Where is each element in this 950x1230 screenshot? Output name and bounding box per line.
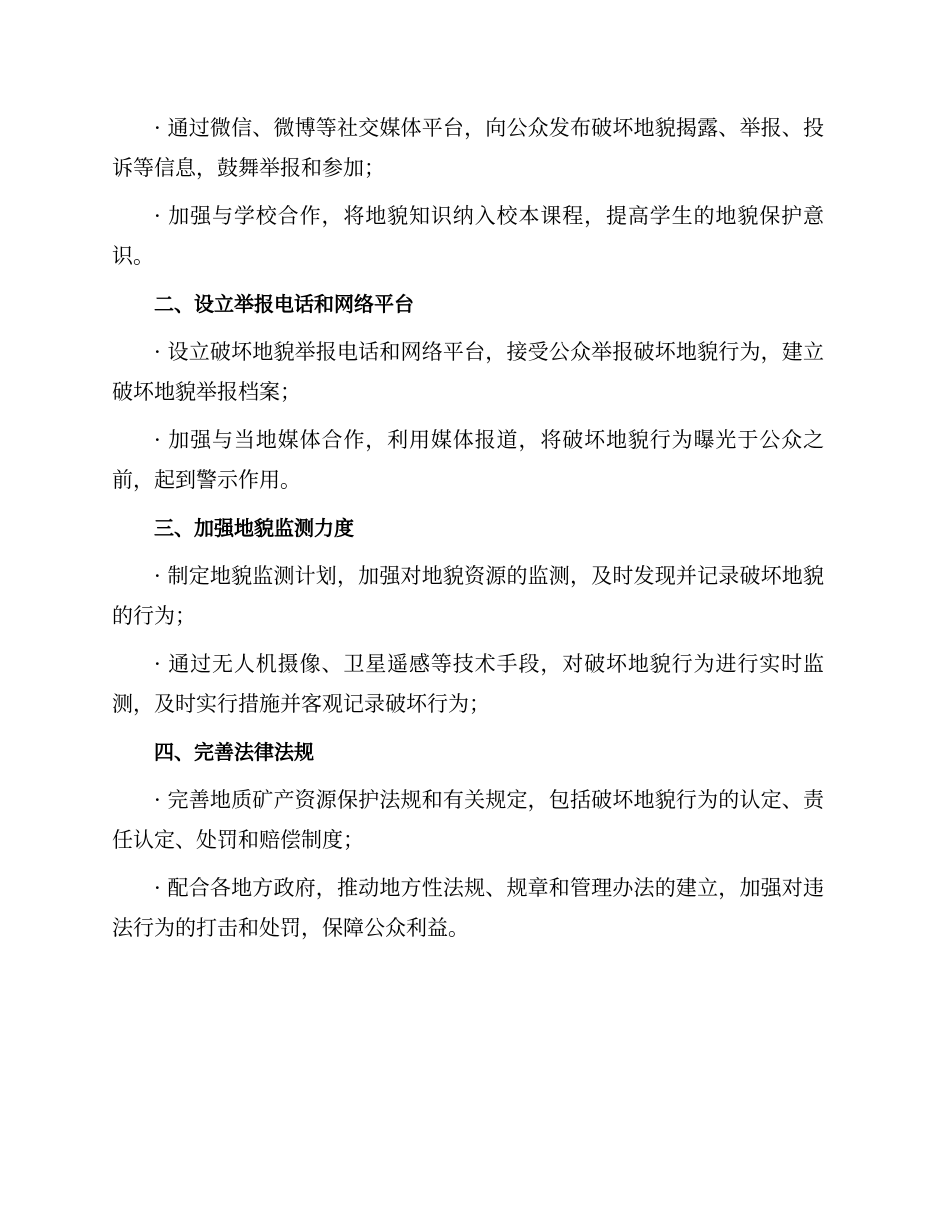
list-item: · 通过微信、微博等社交媒体平台，向公众发布破坏地貌揭露、举报、投诉等信息，鼓舞举报和参加； xyxy=(112,116,824,180)
section-heading: 三、加强地貌监测力度 xyxy=(154,516,354,540)
list-item: · 制定地貌监测计划，加强对地貌资源的监测，及时发现并记录破坏地貌的行为； xyxy=(112,564,824,628)
list-item: · 加强与当地媒体合作，利用媒体报道，将破坏地貌行为曝光于公众之前，起到警示作用。 xyxy=(112,428,824,492)
list-item: · 配合各地方政府，推动地方性法规、规章和管理办法的建立，加强对违法行为的打击和处罚，保障公众利益。 xyxy=(112,876,824,940)
list-item: · 设立破坏地貌举报电话和网络平台，接受公众举报破坏地貌行为，建立破坏地貌举报档案； xyxy=(112,340,824,404)
document-page xyxy=(112,108,824,948)
list-item: · 加强与学校合作，将地貌知识纳入校本课程，提高学生的地貌保护意识。 xyxy=(112,204,824,268)
list-item: · 完善地质矿产资源保护法规和有关规定，包括破坏地貌行为的认定、责任认定、处罚和赔偿制度； xyxy=(112,788,824,852)
section-heading: 四、完善法律法规 xyxy=(154,740,314,764)
list-item: · 通过无人机摄像、卫星遥感等技术手段，对破坏地貌行为进行实时监测，及时实行措施并客观记录破坏行为； xyxy=(112,652,824,716)
section-heading: 二、设立举报电话和网络平台 xyxy=(154,292,414,316)
